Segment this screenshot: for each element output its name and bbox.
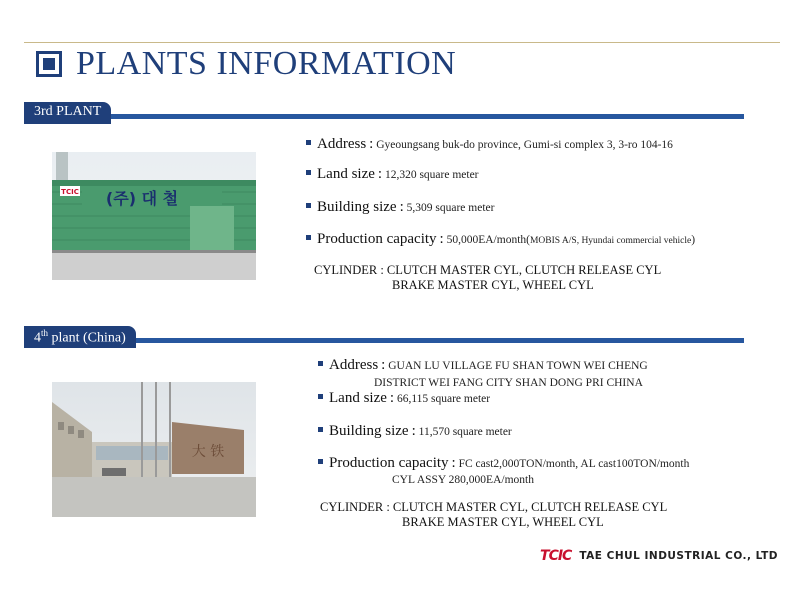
china-plant-gate-image	[52, 382, 256, 517]
bullet-icon	[306, 203, 311, 208]
plant-4-cylinder-line-2: BRAKE MASTER CYL, WHEEL CYL	[402, 515, 604, 529]
section-bar-4th-plant	[24, 326, 744, 350]
plant-4-production-capacity: Production capacity : FC cast2,000TON/month, AL cast100TON/month	[318, 455, 689, 472]
plant-3-building-size: Building size : 5,309 square meter	[306, 199, 494, 216]
page-title: PLANTS INFORMATION	[76, 45, 457, 82]
plant-4-address: Address : GUAN LU VILLAGE FU SHAN TOWN WEI CHENG	[318, 357, 648, 374]
section-tab-3rd-plant: 3rd PLANT	[24, 102, 111, 124]
plant-4-production-capacity-line-2: CYL ASSY 280,000EA/month	[392, 474, 534, 486]
bullet-icon	[318, 459, 323, 464]
plant-3-photo	[52, 152, 256, 280]
company-name: TAE CHUL INDUSTRIAL CO., LTD	[579, 550, 778, 562]
bullet-icon	[306, 140, 311, 145]
plant-4-address-line-2: DISTRICT WEI FANG CITY SHAN DONG PRI CHINA	[374, 377, 643, 389]
plant-4-building-size: Building size : 11,570 square meter	[318, 423, 512, 440]
tcic-logo-icon: TCIC	[540, 548, 572, 564]
plant-4-photo	[52, 382, 256, 517]
plant-3-land-size: Land size : 12,320 square meter	[306, 166, 479, 183]
page-header	[36, 44, 456, 84]
company-logo	[540, 548, 778, 564]
bullet-icon	[318, 361, 323, 366]
plant-3-cylinder-line-1: CYLINDER : CLUTCH MASTER CYL, CLUTCH RELEASE CYL	[314, 263, 662, 277]
section-tab-4th-plant: 4th plant (China)	[24, 326, 136, 348]
building-sign-text: (주) 대 철	[105, 189, 179, 208]
bullet-icon	[306, 235, 311, 240]
factory-building-image	[52, 152, 256, 280]
section-underline	[24, 114, 744, 119]
plant-3-production-capacity: Production capacity : 50,000EA/month(MOBIS A/S, Hyundai commercial vehicle)	[306, 231, 695, 248]
plant-4-land-size: Land size : 66,115 square meter	[318, 390, 490, 407]
plant-3-address: Address : Gyeoungsang buk-do province, Gumi-si complex 3, 3-ro 104-16	[306, 136, 673, 153]
plant-4-cylinder-line-1: CYLINDER : CLUTCH MASTER CYL, CLUTCH RELEASE CYL	[320, 500, 668, 514]
top-divider	[24, 42, 780, 43]
square-bullet-icon	[36, 51, 62, 77]
bullet-icon	[306, 170, 311, 175]
svg-text:大 铁: 大 铁	[191, 444, 225, 460]
bullet-icon	[318, 394, 323, 399]
bullet-icon	[318, 427, 323, 432]
plant-3-cylinder-line-2: BRAKE MASTER CYL, WHEEL CYL	[392, 278, 594, 292]
svg-text:TCIC: TCIC	[61, 188, 79, 196]
section-bar-3rd-plant	[24, 102, 744, 126]
